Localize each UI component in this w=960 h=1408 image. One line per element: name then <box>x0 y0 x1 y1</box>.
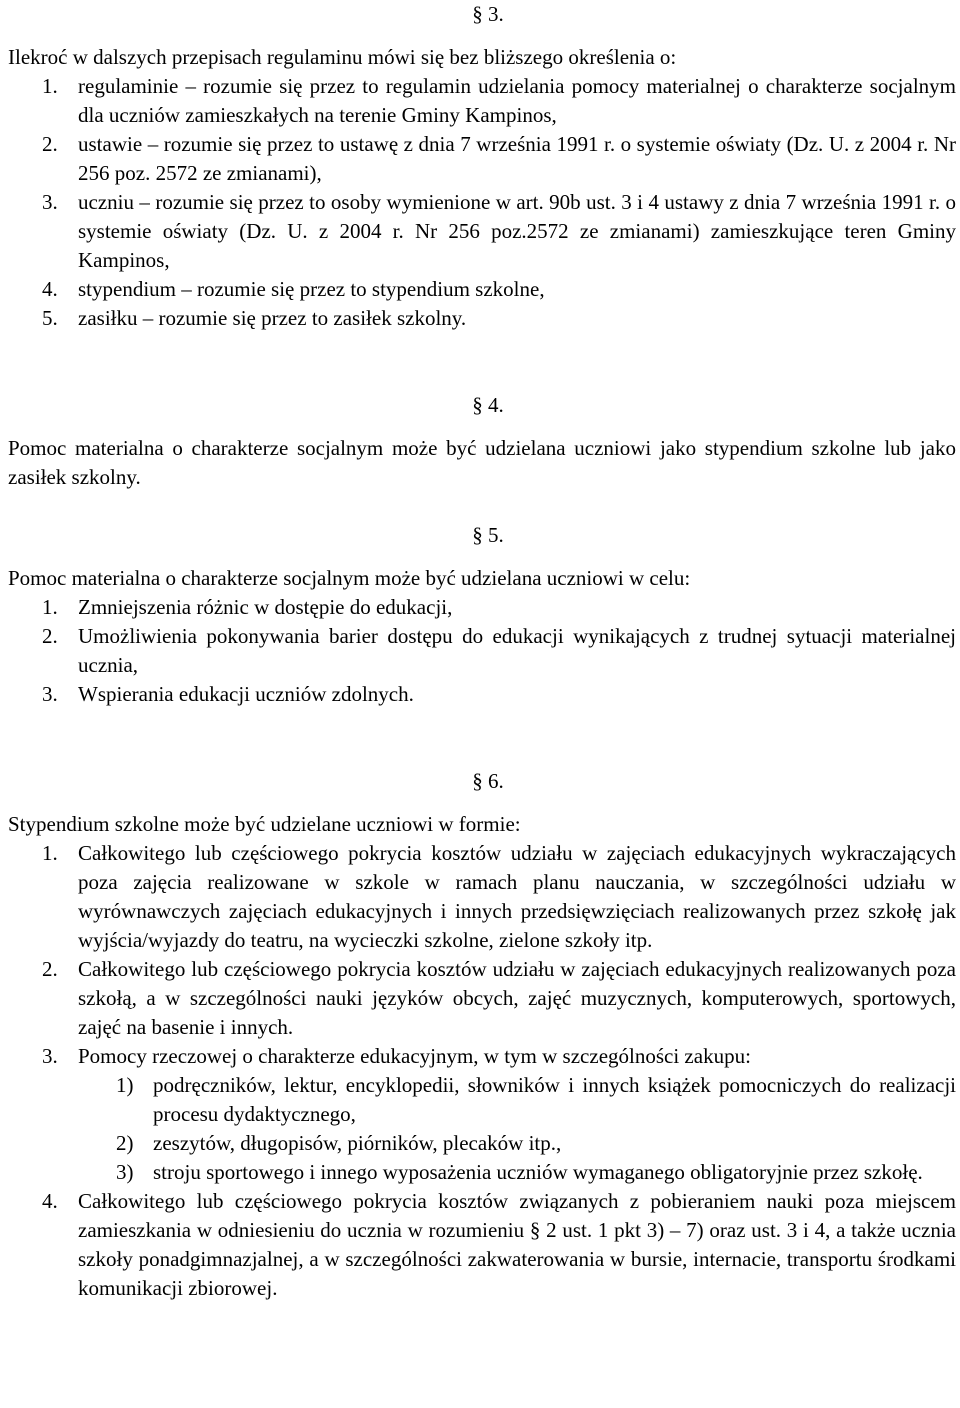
section-5-intro: Pomoc materialna o charakterze socjalnym może być udzielana uczniowi w celu: <box>8 566 691 590</box>
list-item: 5. zasiłku – rozumie się przez to zasiłek szkolny. <box>42 306 467 330</box>
section-heading-6: § 6. <box>472 769 504 793</box>
list-item: 3. Pomocy rzeczowej o charakterze edukacyjnym, w tym w szczególności zakupu: <box>42 1044 751 1068</box>
section-6-intro: Stypendium szkolne może być udzielane uczniowi w formie: <box>8 812 521 836</box>
list-item: 4. Całkowitego lub częściowego pokrycia kosztów związanych z pobieraniem nauki poza miejscem zamieszkania w odniesieniu do ucznia w rozumieniu § 2 ust. 1 pkt 3) – 7) oraz ust. 3 i 4, a także ucznia szkoły ponadgimnazjalnej, a w szczególności zakwaterowania w bursie, internacie, transportu środkami komunikacji zbiorowej. <box>42 1189 956 1300</box>
section-3-intro: Ilekroć w dalszych przepisach regulaminu mówi się bez bliższego określenia o: <box>8 45 677 69</box>
list-item: 2. Całkowitego lub częściowego pokrycia kosztów udziału w zajęciach edukacyjnych realizowanych poza szkołą, a w szczególności nauki języków obcych, zajęć muzycznych, komputerowych, sportowych, zajęć na basenie i innych. <box>42 957 956 1039</box>
sublist-item: 1) podręczników, lektur, encyklopedii, słowników i innych książek pomocniczych do realizacji procesu dydaktycznego, <box>116 1073 956 1126</box>
sublist-item: 2) zeszytów, długopisów, piórników, plecaków itp., <box>116 1131 562 1155</box>
section-6-sublist <box>8 1071 956 1187</box>
section-4-text: Pomoc materialna o charakterze socjalnym może być udzielana uczniowi jako stypendium szkolne lub jako zasiłek szkolny. <box>8 436 956 489</box>
document-page <box>8 0 956 1303</box>
section-6-list <box>8 839 956 1071</box>
list-item: 2. Umożliwienia pokonywania barier dostępu do edukacji wynikających z trudnej sytuacji materialnej ucznia, <box>42 624 956 677</box>
section-heading-3: § 3. <box>472 2 504 26</box>
list-item: 1. Całkowitego lub częściowego pokrycia kosztów udziału w zajęciach edukacyjnych wykraczających poza zajęcia realizowane w szkole w ramach planu nauczania, w szczególności udziału w wyrównawczych zajęciach edukacyjnych i innych przedsięwzięciach realizowanych przez szkołę jak wyjścia/wyjazdy do teatru, na wycieczki szkolne, zielone szkoły itp. <box>42 841 956 952</box>
list-item: 1. regulaminie – rozumie się przez to regulamin udzielania pomocy materialnej o charakterze socjalnym dla uczniów zamieszkałych na terenie Gminy Kampinos, <box>42 74 956 127</box>
list-item: 1. Zmniejszenia różnic w dostępie do edukacji, <box>42 595 453 619</box>
section-6-list-continued <box>8 1187 956 1303</box>
list-item: 2. ustawie – rozumie się przez to ustawę z dnia 7 września 1991 r. o systemie oświaty (Dz. U. z 2004 r. Nr 256 poz. 2572 ze zmianami), <box>42 132 956 185</box>
sublist-item: 3) stroju sportowego i innego wyposażenia uczniów wymaganego obligatoryjnie przez szkołę. <box>116 1160 923 1184</box>
section-3-list <box>8 72 956 333</box>
section-heading-4: § 4. <box>472 393 504 417</box>
section-5-list <box>8 593 956 709</box>
list-item: 3. Wspierania edukacji uczniów zdolnych. <box>42 682 414 706</box>
list-item: 3. uczniu – rozumie się przez to osoby wymienione w art. 90b ust. 3 i 4 ustawy z dnia 7 września 1991 r. o systemie oświaty (Dz. U. z 2004 r. Nr 256 poz.2572 ze zmianami) zamieszkujące teren Gminy Kampinos, <box>42 190 956 272</box>
section-heading-5: § 5. <box>472 523 504 547</box>
list-item: 4. stypendium – rozumie się przez to stypendium szkolne, <box>42 277 545 301</box>
